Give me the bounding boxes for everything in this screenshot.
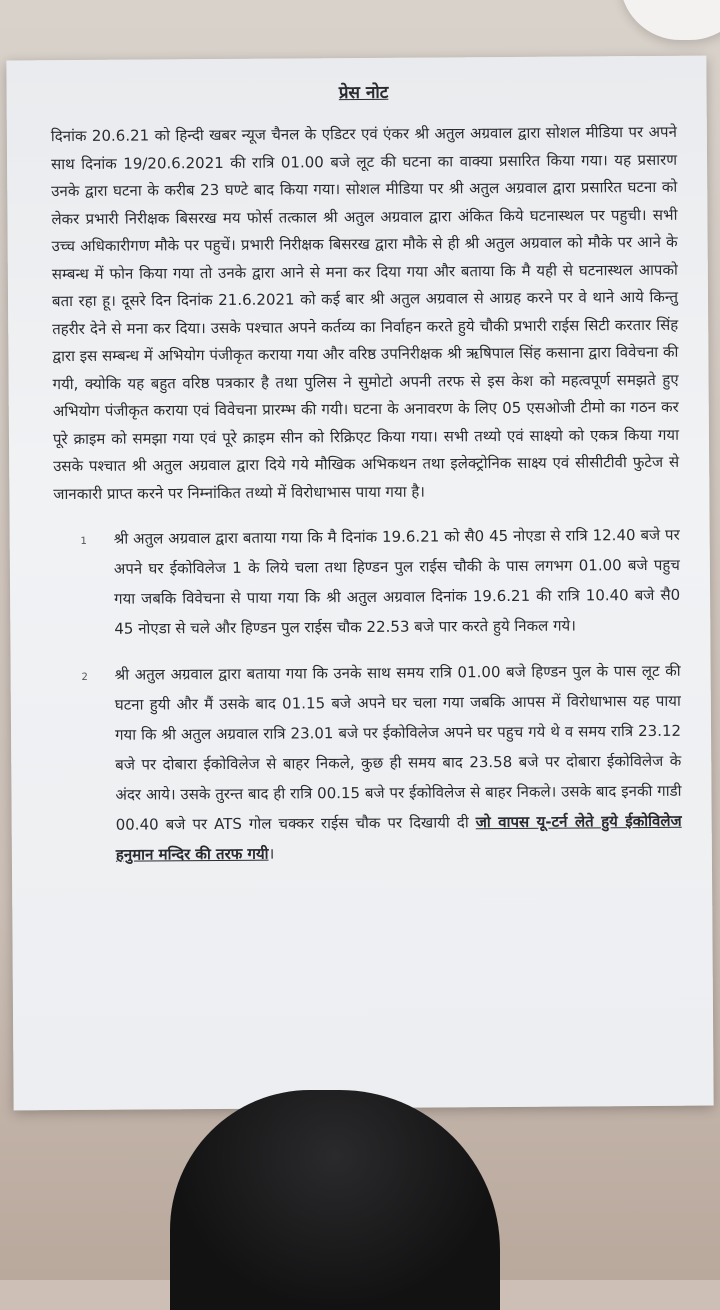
item-number: 2 [81,671,88,683]
press-note-paper [6,56,713,1111]
list-item [55,656,682,870]
item-text-container [115,656,682,870]
underlined-text: जो वापस यू-टर्न लेते हुये ईकोविलेज हनुमान मन्दिर की तरफ गयी [115,811,682,864]
list-item [54,520,681,644]
document-title: प्रेस नोट [338,82,389,104]
item-text: श्री अतुल अग्रवाल द्वारा बताया गया कि उनके साथ समय रात्रि 01.00 बजे हिण्डन पुल के पास लूट की घटना हुयी और मैं उसके बाद 01.15 बजे अपने घर चला गया जबकि आपस में विरोधाभास यह पाया गया कि श्री अतुल अग्रवाल रात्रि 23.01 बजे पर ईकोविलेज अपने घर पहुच गये थे व समय रात्रि 23.12 बजे पर दोबारा ईकोविलेज से बाहर निकले, कुछ ही समय बाद 23.58 बजे पर दोबारा ईकोविलेज के अंदर आये। उसके तुरन्त बाद ही रात्रि 00.15 बजे पर ईकोविलेज से बाहर निकले। उसके बाद इनकी गाडी 00.40 बजे पर ATS गोल चक्कर राईस चौक पर दिखायी दी [114,661,682,834]
item-number: 1 [80,535,87,547]
item-text: श्री अतुल अग्रवाल द्वारा बताया गया कि मै दिनांक 19.6.21 को सै0 45 नोएडा से रात्रि 12.40 बजे पर अपने घर ईकोविलेज 1 के लिये चला तथा हिण्डन पुल राईस चौकी के पास लगभग 01.00 बजे पहुच गया जबकि विवेचना से पाया गया कि श्री अतुल अग्रवाल दिनांक 19.6.21 की रात्रि 10.40 बजे सै0 45 नोएडा से चले और हिण्डन पुल राईस चौक 22.53 बजे पार करते हुये निकल गये। [113,525,681,638]
item-end-text: । [268,844,275,863]
intro-paragraph: दिनांक 20.6.21 को हिन्दी खबर न्यूज चैनल के एडिटर एवं एंकर श्री अतुल अग्रवाल द्वारा सोशल मीडिया पर अपने साथ दिनांक 19/20.6.2021 की रात्रि 01.00 बजे लूट की घटना का वाक्या प्रसारित किया गया। यह प्रसारण उनके द्वारा घटना के करीब 23 घण्टे बाद किया गया। सोशल मीडिया पर श्री अतुल अग्रवाल द्वारा प्रसारित घटना को लेकर प्रभारी निरीक्षक बिसरख मय फोर्स तत्काल श्री अतुल अग्रवाल द्वारा अंकित किये घटनास्थल पर पहुची। सभी उच्च अधिकारीगण मौके पर पहुचें। प्रभारी निरीक्षक बिसरख द्वारा मौके से ही श्री अतुल अग्रवाल को मौके पर आने के सम्बन्ध में फोन किया गया तो उनके द्वारा आने से मना कर दिया गया और बताया कि मै यही से घटनास्थल आपको बता रहा हू। दूसरे दिन दिनांक 21.6.2021 को कई बार श्री अतुल अग्रवाल से आग्रह करने पर वे थाने आये किन्तु तहरीर देने से मना कर दिया। उसके पश्चात अपने कर्तव्य का निर्वाहन करते हुये चौकी प्रभारी राईस सिटी करतार सिंह द्वारा इस सम्बन्ध में अभियोग पंजीकृत कराया गया और वरिष्ठ उपनिरीक्षक श्री ऋषिपाल सिंह कसाना द्वारा विवेचना की गयी, क्योकि यह बहुत वरिष्ठ पत्रकार है तथा पुलिस ने सुमोटो अपनी तरफ से इस केश को महत्वपूर्ण समझते हुए अभियोग पंजीकृत कराया एवं विवेचना प्रारम्भ की गयी। घटना के अनावरण के लिए 05 एसओजी टीमो का गठन कर पूरे क्राइम को समझा गया एवं पूरे क्राइम सीन को रिक्रिएट किया गया। सभी तथ्यो एवं साक्ष्यो को एकत्र किया गया उसके पश्चात श्री अतुल अग्रवाल द्वारा दिये गये मौखिक अभिकथन तथा इलेक्ट्रोनिक साक्ष्य एवं सीसीटीवी फुटेज से जानकारी प्राप्त करने पर निम्नांकित तथ्यो में विरोधाभास पाया गया है। [50,122,680,503]
